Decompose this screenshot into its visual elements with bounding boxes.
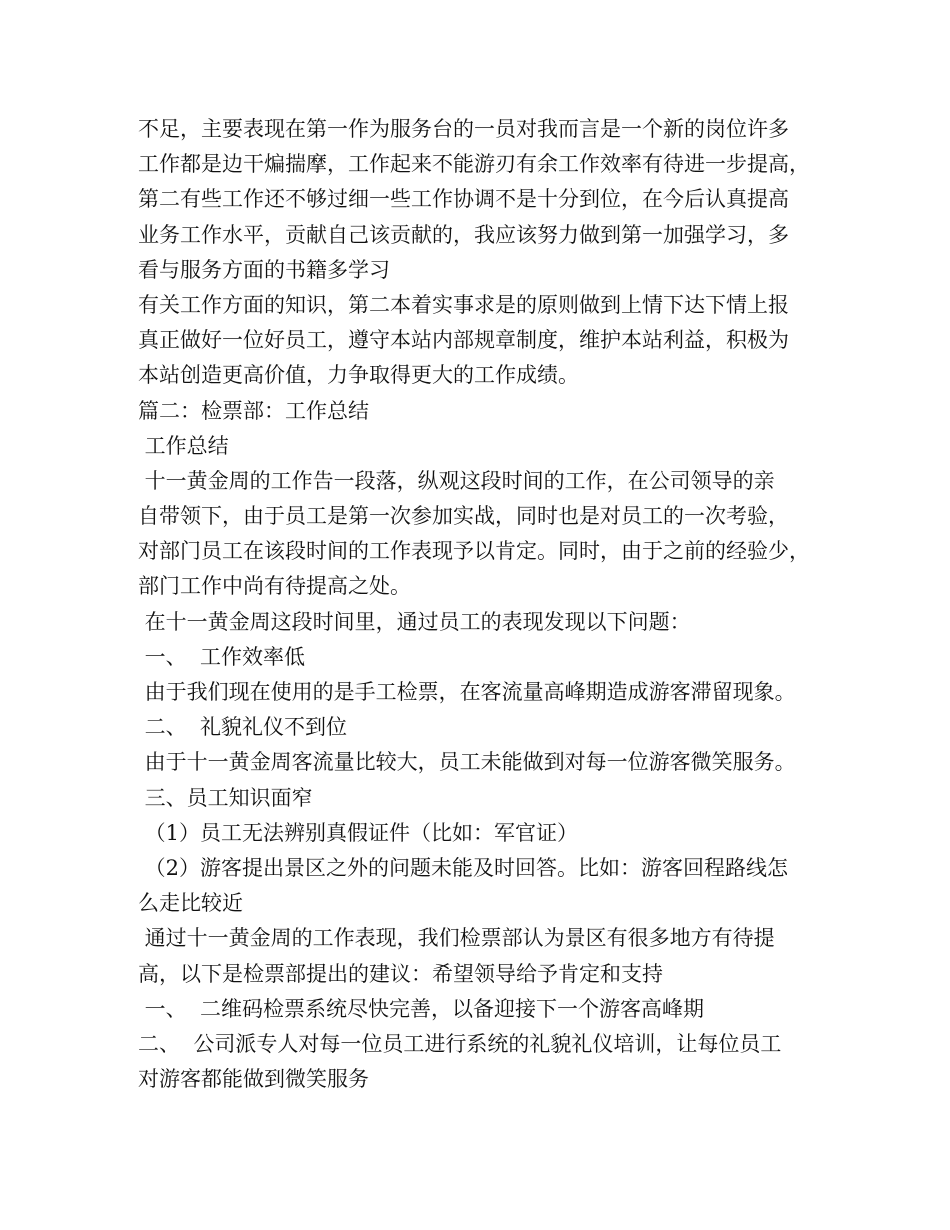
list-item: （1）员工无法辨别真假证件（比如：军官证）: [138, 820, 579, 845]
text-line: 业务工作水平，贡献自己该贡献的，我应该努力做到第一加强学习，多: [138, 222, 789, 247]
text-line: 第二有些工作还不够过细一些工作协调不是十分到位，在今后认真提高: [138, 187, 789, 212]
document-title: 工作总结: [138, 433, 229, 458]
text-line: 本站创造更高价值，力争取得更大的工作成绩。: [138, 363, 579, 388]
text-line: 高，以下是检票部提出的建议：希望领导给予肯定和支持: [138, 961, 663, 986]
list-item: 一、 二维码检票系统尽快完善，以备迎接下一个游客高峰期: [138, 996, 705, 1021]
section-heading: 篇二：检票部：工作总结: [138, 398, 369, 423]
text-line: 十一黄金周的工作告一段落，纵观这段时间的工作，在公司领导的亲: [138, 468, 775, 493]
list-heading: 一、 工作效率低: [138, 644, 306, 669]
text-line: 对部门员工在该段时间的工作表现予以肯定。同时，由于之前的经验少，: [138, 539, 810, 564]
list-heading: 三、员工知识面窄: [138, 785, 313, 810]
text-line: 通过十一黄金周的工作表现，我们检票部认为景区有很多地方有待提: [138, 926, 775, 951]
list-heading: 二、 礼貌礼仪不到位: [138, 715, 348, 740]
text-line: 真正做好一位好员工，遵守本站内部规章制度，维护本站利益，积极为: [138, 328, 789, 353]
text-line: 由于我们现在使用的是手工检票，在客流量高峰期造成游客滞留现象。: [138, 680, 796, 704]
text-line: 看与服务方面的书籍多学习: [138, 257, 390, 282]
text-line: 不足，主要表现在第一作为服务台的一员对我而言是一个新的岗位许多: [138, 117, 789, 141]
document-body: [138, 112, 838, 1097]
text-line: 工作都是边干煸揣摩，工作起来不能游刃有余工作效率有待进一步提高，: [138, 152, 810, 177]
text-line: 由于十一黄金周客流量比较大，员工未能做到对每一位游客微笑服务。: [138, 750, 796, 775]
list-item: 二、 公司派专人对每一位员工进行系统的礼貌礼仪培训，让每位员工: [138, 1031, 782, 1056]
text-line: 对游客都能做到微笑服务: [138, 1067, 369, 1092]
text-line: 自带领下，由于员工是第一次参加实战，同时也是对员工的一次考验，: [138, 504, 789, 529]
text-line: 在十一黄金周这段时间里，通过员工的表现发现以下问题：: [138, 609, 691, 634]
text-line: 有关工作方面的知识，第二本着实事求是的原则做到上情下达下情上报: [138, 292, 789, 317]
text-line: 么走比较近: [138, 891, 243, 916]
list-item: （2）游客提出景区之外的问题未能及时回答。比如：游客回程路线怎: [138, 855, 789, 880]
text-line: 部门工作中尚有待提高之处。: [138, 574, 411, 599]
